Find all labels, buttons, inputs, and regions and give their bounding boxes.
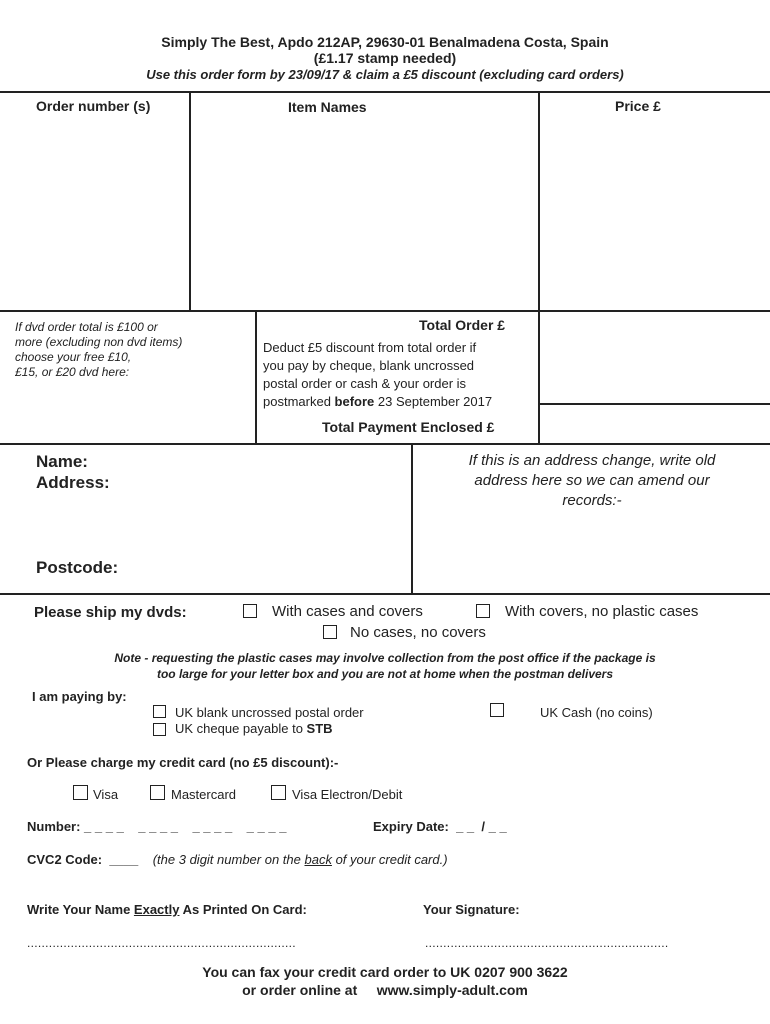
ship-covers-only-label: With covers, no plastic cases <box>505 603 699 620</box>
expiry-date-field[interactable]: Expiry Date: _ _ / _ _ <box>373 819 507 834</box>
ship-covers-only-checkbox[interactable] <box>476 604 490 618</box>
free-dvd-line: more (excluding non dvd items) <box>15 335 183 349</box>
address-divider <box>411 443 413 595</box>
total-order-price-line <box>538 403 770 405</box>
cvc-note-text: of your credit card.) <box>331 852 448 867</box>
postmark-date: 23 September 2017 <box>374 394 493 409</box>
cvc-note <box>153 852 448 867</box>
card-number-field[interactable]: Number: _ _ _ _ _ _ _ _ _ _ _ _ _ _ _ _ <box>27 819 287 834</box>
ship-cases-covers-label: With cases and covers <box>272 603 423 620</box>
address-bottom-border <box>0 593 770 595</box>
cheque-payee: STB <box>306 721 333 736</box>
card-name-label <box>27 902 307 917</box>
online-note <box>0 982 770 998</box>
mastercard-label: Mastercard <box>171 787 237 802</box>
total-order-field[interactable] <box>543 314 768 401</box>
ship-cases-covers-checkbox[interactable] <box>243 604 257 618</box>
discount-line: you pay by cheque, blank uncrossed <box>263 358 475 373</box>
item-names-header: Item Names <box>288 99 367 115</box>
total-payment-label: Total Payment Enclosed £ <box>322 419 495 435</box>
cheque-checkbox[interactable] <box>153 723 166 736</box>
address-change-line: records:- <box>562 492 622 509</box>
address-field[interactable] <box>130 450 408 590</box>
visa-electron-checkbox[interactable] <box>271 785 286 800</box>
free-dvd-line: £15, or £20 dvd here: <box>15 365 130 379</box>
cheque-text: UK cheque payable to <box>175 721 307 736</box>
cvc-note-text: (the 3 digit number on the <box>152 852 305 867</box>
header-stamp-note: (£1.17 stamp needed) <box>313 50 457 66</box>
cvc-field[interactable]: CVC2 Code: ____ <box>27 852 139 867</box>
order-col-divider <box>189 91 191 312</box>
price-col-divider <box>538 91 540 443</box>
order-number-field[interactable] <box>4 118 186 308</box>
discount-line: postal order or cash & your order is <box>263 376 467 391</box>
address-change-line: If this is an address change, write old <box>468 452 716 469</box>
shipping-label: Please ship my dvds: <box>34 604 187 621</box>
cvc-row <box>27 852 448 867</box>
cash-checkbox[interactable] <box>490 703 504 717</box>
free-dvd-line: choose your free £10, <box>15 350 132 364</box>
ship-no-cases-checkbox[interactable] <box>323 625 337 639</box>
header-discount-note: Use this order form by 23/09/17 & claim a £5 discount (excluding card orders) <box>146 67 624 82</box>
website-link[interactable]: www.simply-adult.com <box>376 982 528 998</box>
header-address: Simply The Best, Apdo 212AP, 29630-01 Benalmadena Costa, Spain <box>161 34 609 50</box>
shipping-note-line: Note - requesting the plastic cases may involve collection from the post office if the package is <box>114 651 656 665</box>
order-number-header: Order number (s) <box>36 98 151 114</box>
discount-note <box>263 339 492 411</box>
cvc-note-back: back <box>304 852 332 867</box>
free-dvd-note <box>15 320 182 380</box>
price-field[interactable] <box>543 118 768 308</box>
discount-line <box>263 393 492 411</box>
item-names-field[interactable] <box>194 118 535 308</box>
address-label: Address: <box>36 473 110 492</box>
signature-label: Your Signature: <box>423 902 520 917</box>
postcode-label: Postcode: <box>36 558 119 577</box>
fax-note: You can fax your credit card order to UK 0207 900 3622 <box>202 964 568 980</box>
card-name-field[interactable]: .......................................................................... <box>27 936 296 950</box>
paying-by-label: I am paying by: <box>32 689 127 704</box>
address-change-note <box>414 451 770 511</box>
free-dvd-line: If dvd order total is £100 or <box>15 320 158 334</box>
cash-label: UK Cash (no coins) <box>540 705 653 720</box>
total-order-label: Total Order £ <box>419 317 506 333</box>
totals-bottom-border <box>0 443 770 445</box>
totals-left-divider <box>255 310 257 445</box>
postmark-before: before <box>334 394 375 409</box>
postmark-text: postmarked <box>263 394 335 409</box>
visa-checkbox[interactable] <box>73 785 88 800</box>
signature-field[interactable]: ................................................................... <box>425 936 669 950</box>
card-name-text: Write Your Name <box>27 902 134 917</box>
table-items-bottom <box>0 310 770 312</box>
name-label: Name: <box>36 452 88 471</box>
discount-line: Deduct £5 discount from total order if <box>263 340 477 355</box>
online-text: or order online at <box>242 982 358 998</box>
postal-order-label: UK blank uncrossed postal order <box>175 705 364 720</box>
table-top-border <box>0 91 770 93</box>
credit-card-label: Or Please charge my credit card (no £5 discount):- <box>27 755 339 770</box>
shipping-note <box>0 650 770 682</box>
card-name-exactly: Exactly <box>133 902 180 917</box>
cheque-label <box>175 721 333 736</box>
address-change-line: address here so we can amend our <box>474 472 710 489</box>
old-address-field[interactable] <box>416 512 768 590</box>
card-name-text: As Printed On Card: <box>179 902 307 917</box>
price-header: Price £ <box>615 98 661 114</box>
postal-order-checkbox[interactable] <box>153 705 166 718</box>
mastercard-checkbox[interactable] <box>150 785 165 800</box>
shipping-note-line: too large for your letter box and you are not at home when the postman delivers <box>156 667 614 681</box>
visa-electron-label: Visa Electron/Debit <box>292 787 403 802</box>
total-payment-field[interactable] <box>543 406 768 441</box>
visa-label: Visa <box>93 787 119 802</box>
ship-no-cases-label: No cases, no covers <box>350 624 486 641</box>
